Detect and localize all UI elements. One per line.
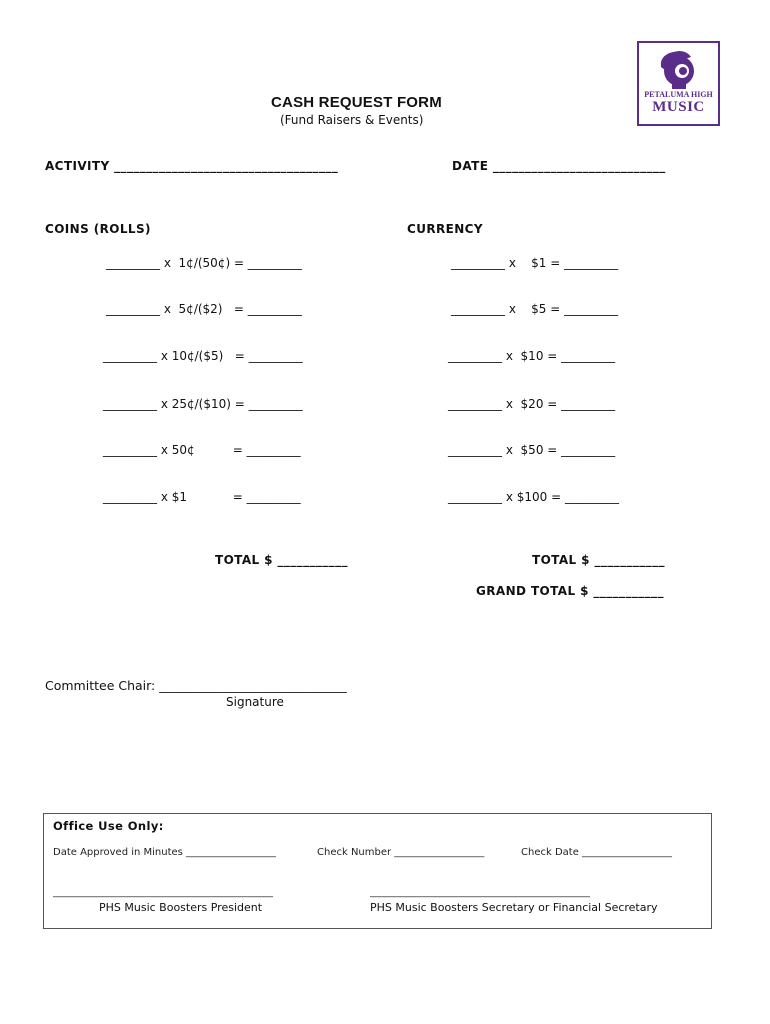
school-logo bbox=[637, 41, 720, 126]
office-heading: Office Use Only: bbox=[53, 819, 164, 833]
form-subtitle: (Fund Raisers & Events) bbox=[280, 113, 424, 127]
signature-label: Signature bbox=[226, 695, 284, 709]
check-number-field[interactable]: Check Number __________________ bbox=[317, 847, 485, 858]
form-title: CASH REQUEST FORM bbox=[271, 94, 442, 111]
office-use-box bbox=[43, 813, 712, 929]
coin-row[interactable]: _________ x 10¢/($5) = _________ bbox=[103, 349, 303, 363]
president-label: PHS Music Boosters President bbox=[99, 901, 263, 914]
activity-field[interactable]: ACTIVITY ___________________________________ bbox=[45, 159, 339, 173]
president-signature-line[interactable]: ____________________________________________ bbox=[53, 887, 273, 898]
currency-row[interactable]: _________ x $10 = _________ bbox=[448, 349, 616, 363]
currency-heading: CURRENCY bbox=[407, 222, 483, 236]
coin-row[interactable]: _________ x 5¢/($2) = _________ bbox=[106, 302, 302, 316]
date-approved-field[interactable]: Date Approved in Minutes __________________ bbox=[53, 847, 277, 858]
grand-total[interactable]: GRAND TOTAL $ ___________ bbox=[476, 584, 664, 598]
currency-row[interactable]: _________ x $5 = _________ bbox=[451, 302, 619, 316]
coins-total[interactable]: TOTAL $ ___________ bbox=[215, 553, 348, 567]
currency-row[interactable]: _________ x $100 = _________ bbox=[448, 490, 619, 504]
currency-row[interactable]: _________ x $1 = _________ bbox=[451, 256, 619, 270]
secretary-signature-line[interactable]: ____________________________________________ bbox=[370, 887, 590, 898]
currency-row[interactable]: _________ x $20 = _________ bbox=[448, 397, 616, 411]
coins-heading: COINS (ROLLS) bbox=[45, 222, 151, 236]
committee-chair-field[interactable]: Committee Chair: ______________________________ bbox=[45, 678, 347, 693]
coin-row[interactable]: _________ x $1 = _________ bbox=[103, 490, 301, 504]
currency-row[interactable]: _________ x $50 = _________ bbox=[448, 443, 616, 457]
coin-row[interactable]: _________ x 25¢/($10) = _________ bbox=[103, 397, 303, 411]
coin-row[interactable]: _________ x 1¢/(50¢) = _________ bbox=[106, 256, 302, 270]
currency-total[interactable]: TOTAL $ ___________ bbox=[532, 553, 665, 567]
check-date-field[interactable]: Check Date __________________ bbox=[521, 847, 673, 858]
date-field[interactable]: DATE ___________________________ bbox=[452, 159, 666, 173]
secretary-label: PHS Music Boosters Secretary or Financial Secretary bbox=[370, 901, 658, 914]
logo-line2: MUSIC bbox=[652, 99, 705, 115]
coin-row[interactable]: _________ x 50¢ = _________ bbox=[103, 443, 301, 457]
logo-line1: PETALUMA HIGH bbox=[644, 90, 713, 99]
